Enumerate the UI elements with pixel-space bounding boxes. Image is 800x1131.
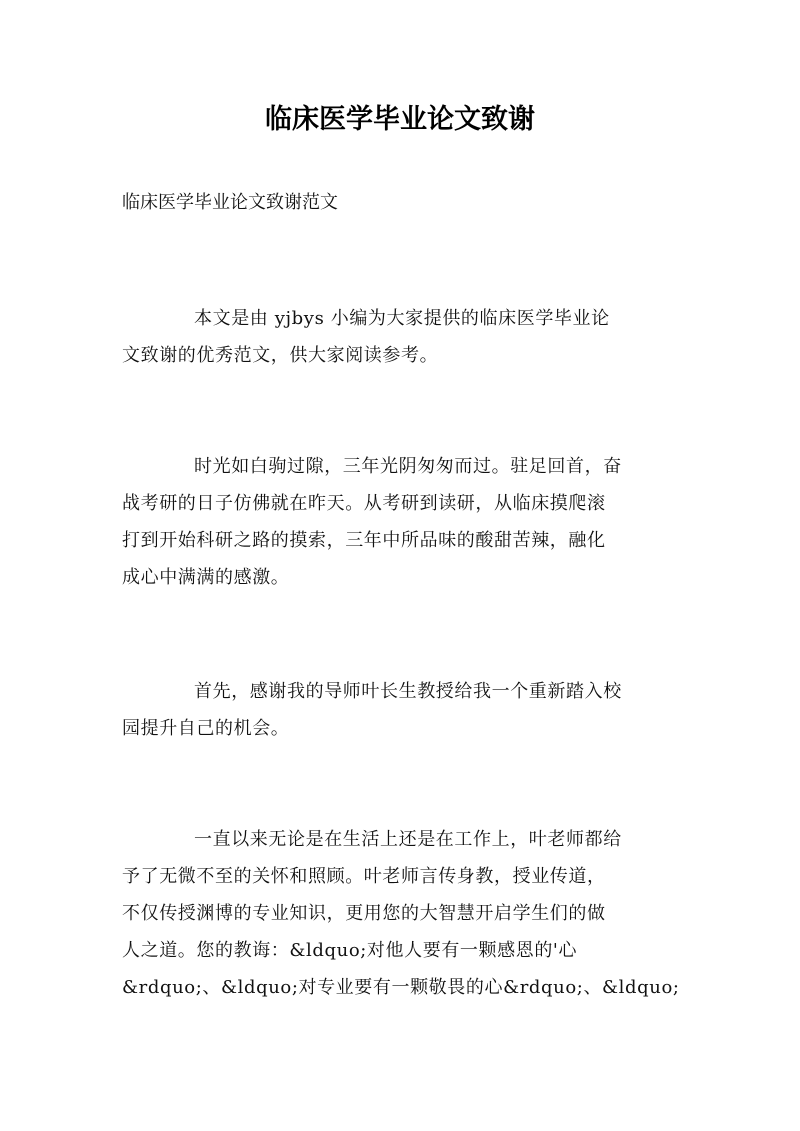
document-title: 临床医学毕业论文致谢 — [265, 104, 535, 135]
paragraph-line: 战考研的日子仿佛就在昨天。从考研到读研，从临床摸爬滚 — [122, 493, 606, 514]
document-subtitle: 临床医学毕业论文致谢范文 — [122, 192, 338, 213]
paragraph-line: 本文是由 yjbys 小编为大家提供的临床医学毕业论 — [194, 308, 610, 329]
paragraph-line: 园提升自己的机会。 — [122, 718, 290, 739]
paragraph-line: 打到开始科研之路的摸索，三年中所品味的酸甜苦辣，融化 — [122, 530, 606, 551]
paragraph-line: 人之道。您的教诲：&ldquo;对他人要有一颗感恩的'心 — [122, 940, 578, 961]
paragraph-intro — [122, 300, 682, 374]
paragraph-line: 予了无微不至的关怀和照顾。叶老师言传身教，授业传道， — [122, 866, 606, 887]
paragraph-advisor-care — [122, 821, 682, 1006]
paragraph-line: 成心中满满的感激。 — [122, 567, 290, 588]
paragraph-line: 时光如白驹过隙，三年光阴匆匆而过。驻足回首，奋 — [194, 456, 622, 477]
paragraph-thanks-advisor — [122, 673, 682, 747]
paragraph-line: 不仅传授渊博的专业知识，更用您的大智慧开启学生们的做 — [122, 903, 606, 924]
paragraph-line: 首先，感谢我的导师叶长生教授给我一个重新踏入校 — [194, 681, 622, 702]
paragraph-line: 一直以来无论是在生活上还是在工作上，叶老师都给 — [194, 829, 622, 850]
paragraph-line: &rdquo;、&ldquo;对专业要有一颗敬畏的心&rdquo;、&ldquo; — [122, 977, 680, 998]
paragraph-time — [122, 448, 682, 596]
paragraph-line: 文致谢的优秀范文，供大家阅读参考。 — [122, 345, 439, 366]
